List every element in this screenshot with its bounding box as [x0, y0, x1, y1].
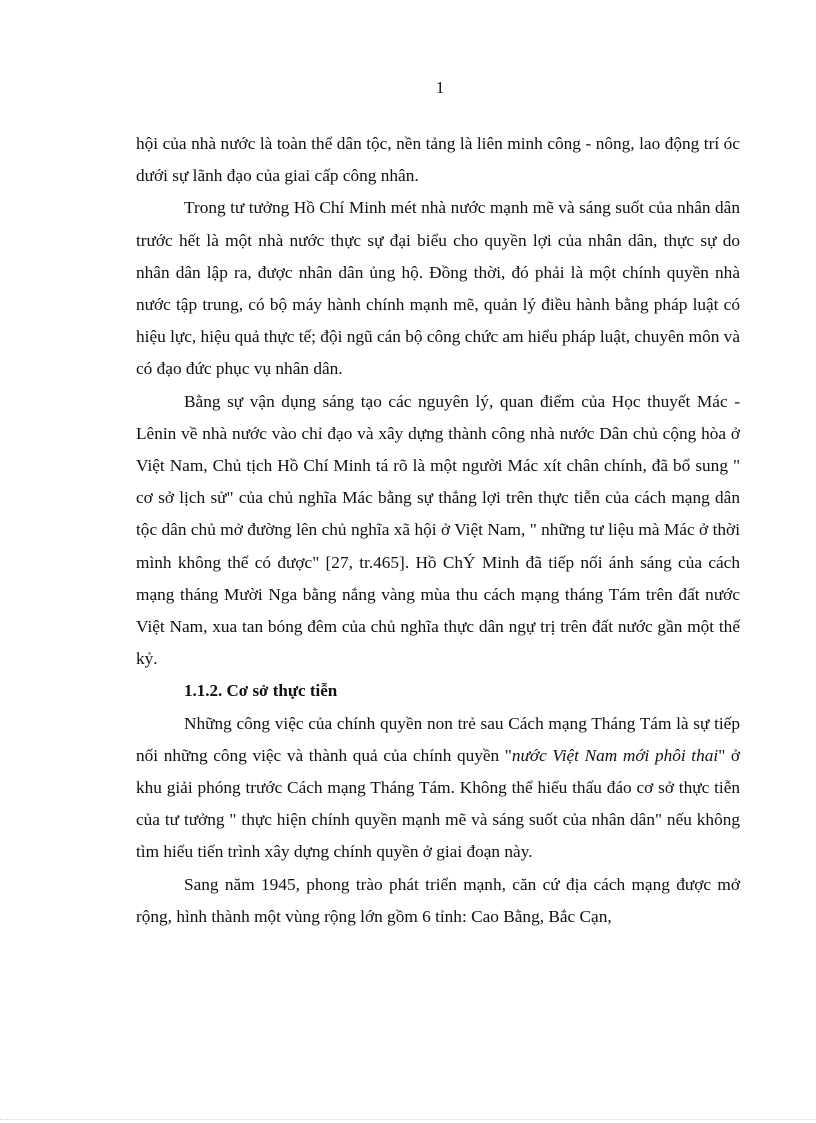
document-body [136, 128, 740, 933]
page-number: 1 [435, 78, 445, 97]
paragraph-text-start: Những công việc của chính quyền non trẻ sau Cách mạng Tháng Tám là sự tiếp nối những công việc và thành quả của chính quyền " [136, 713, 740, 765]
paragraph-continuation: hội của nhà nước là toàn thể dân tộc, nền tảng là liên minh công - nông, lao động trí óc dưới sự lãnh đạo của giai cấp công nhân. [136, 134, 740, 186]
paragraph-year-1945: Sang năm 1945, phong trào phát triển mạnh, căn cứ địa cách mạng được mở rộng, hình thành một vùng rộng lớn gồm 6 tỉnh: Cao Bằng, Bắc Cạn, [136, 874, 740, 926]
paragraph-marxism-application: Bằng sự vận dụng sáng tạo các nguyên lý, quan điểm của Học thuyết Mác - Lênin về nhà nước vào chỉ đạo và xây dựng thành công nhà nước Dân chủ cộng hòa ở Việt Nam, Chủ tịch Hồ Chí Minh tá rõ là một người Mác xít chân chính, đã bổ sung " cơ sở lịch sử" của chủ nghĩa Mác bằng sự thắng lợi trên thực tiễn của cách mạng dân tộc dân chủ mở đường lên chủ nghĩa xã hội ở Việt Nam, " những tư liệu mà Mác ở thời mình không thể có được" [27, tr.465]. Hồ ChÝ Minh đã tiếp nối ánh sáng của cách mạng tháng Mười Nga bằng nắng vàng mùa thu cách mạng tháng Tám trên đất nước Việt Nam, xua tan bóng đêm của chủ nghĩa thực dân ngự trị trên đất nước gần một thế kỷ. [136, 391, 740, 669]
paragraph-practical-basis [136, 708, 740, 869]
paragraph-text-end: " ở khu giải phóng trước Cách mạng Tháng Tám. Không thể hiểu thấu đáo cơ sở thực tiễn của tư tưởng " thực hiện chính quyền mạnh mẽ và sáng suốt của nhân dân" nếu không tìm hiểu tiến trình xây dựng chính quyền ở giai đoạn này. [136, 745, 741, 862]
page-bottom-divider [0, 1119, 816, 1120]
paragraph-state-concept: Trong tư tưởng Hồ Chí Minh mét nhà nước mạnh mẽ và sáng suốt của nhân dân trước hết là một nhà nước thực sự đại biểu cho quyền lợi của nhân dân, thực sự do nhân dân lập ra, được nhân dân ủng hộ. Đồng thời, đó phải là một chính quyền nhà nước tập trung, có bộ máy hành chính mạnh mẽ, quản lý điều hành bằng pháp luật có hiệu lực, hiệu quả thực tế; đội ngũ cán bộ công chức am hiểu pháp luật, chuyên môn và có đạo đức phục vụ nhân dân. [136, 198, 740, 379]
paragraph-italic-quote: nước Việt Nam mới phôi thai [511, 745, 719, 765]
section-heading: 1.1.2. Cơ sở thực tiễn [184, 681, 338, 701]
